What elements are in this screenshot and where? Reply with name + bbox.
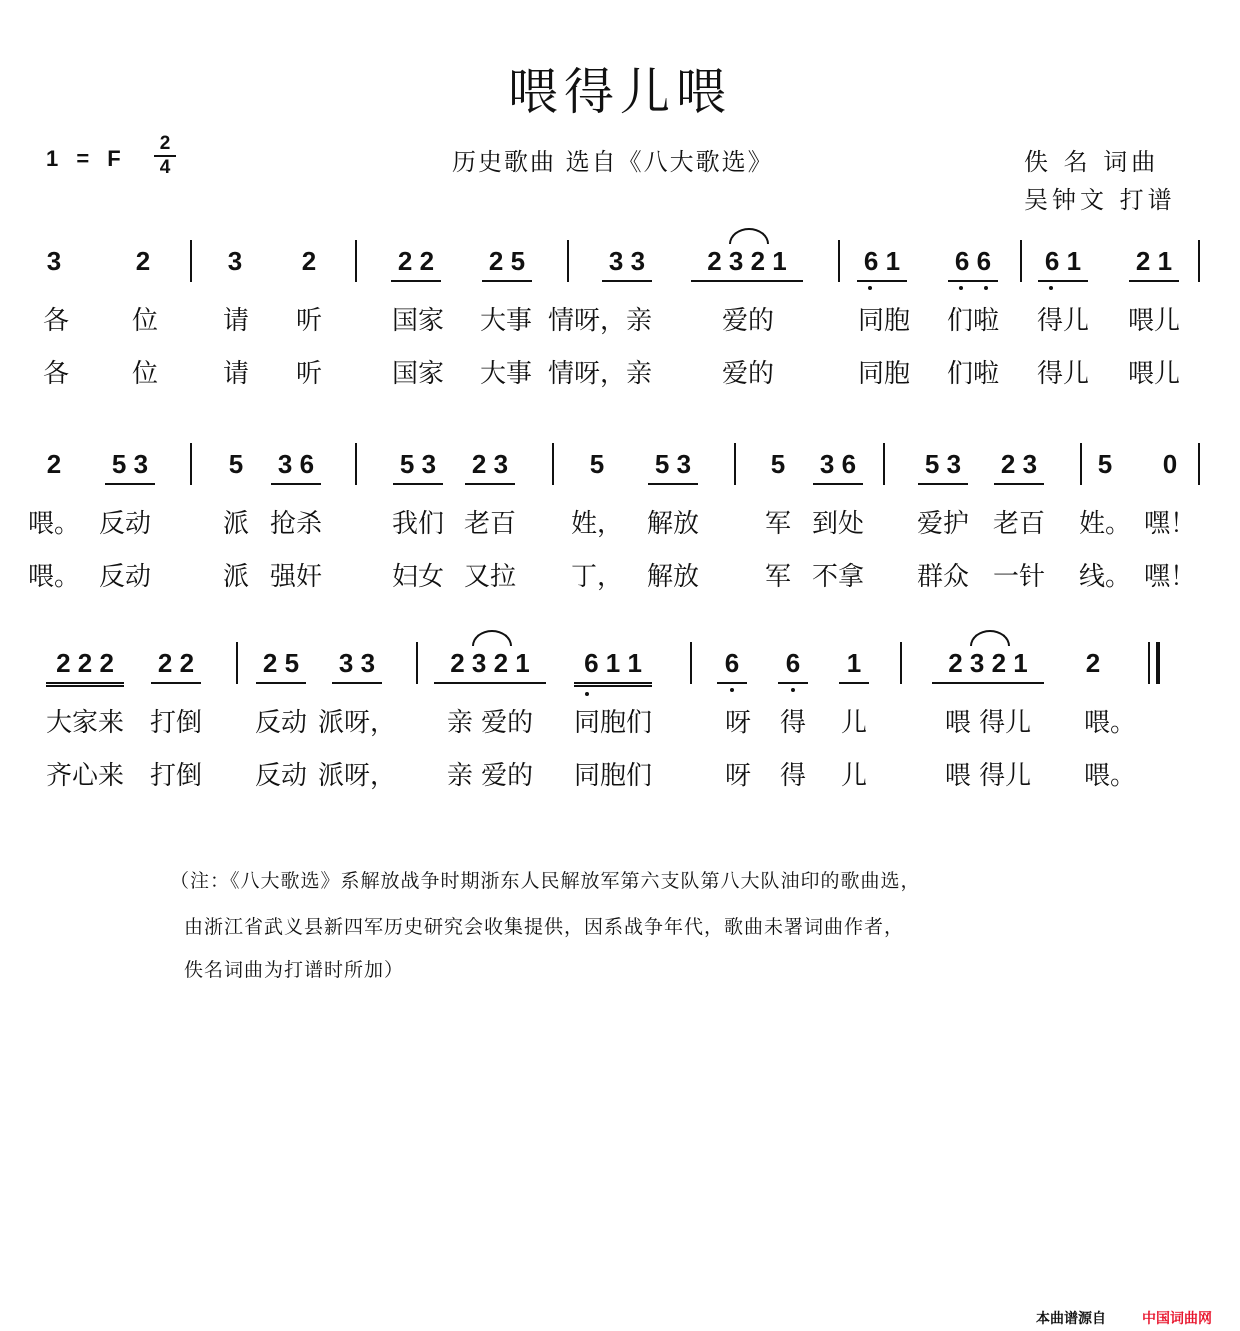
lyric-verse1: 亲 爱的 bbox=[446, 708, 534, 738]
bar-line bbox=[567, 240, 569, 282]
lyric-verse2: 儿 bbox=[840, 761, 868, 791]
note-group: 2 1 bbox=[1129, 246, 1179, 282]
lyric-verse2: 位 bbox=[131, 359, 159, 389]
slur-arc bbox=[729, 228, 769, 244]
lyric-verse1: 同胞 bbox=[857, 306, 911, 336]
lyric-verse2: 齐心来 bbox=[45, 761, 125, 791]
lyric-verse1: 喂儿 bbox=[1127, 306, 1181, 336]
note-group: 2 3 bbox=[994, 449, 1044, 485]
note-group: 2 5 bbox=[482, 246, 532, 282]
lyric-verse1: 喂 得儿 bbox=[944, 708, 1032, 738]
note-group: 5 bbox=[770, 449, 786, 479]
bar-line bbox=[190, 240, 192, 282]
lyric-verse2: 喂。 bbox=[27, 562, 81, 592]
lyric-verse2: 又拉 bbox=[463, 562, 517, 592]
bar-line bbox=[1198, 443, 1200, 485]
bar-line bbox=[355, 240, 357, 282]
note-group: 5 3 bbox=[648, 449, 698, 485]
lyric-verse1: 派呀， bbox=[317, 708, 397, 738]
footnote-line-1: （注：《八大歌选》系解放战争时期浙东人民解放军第六支队第八大队油印的歌曲选， bbox=[170, 870, 921, 892]
credit-transcriber: 吴钟文 打谱 bbox=[1024, 186, 1176, 214]
note-group: 3 6 bbox=[813, 449, 863, 485]
key-signature: 1 = F bbox=[46, 146, 127, 171]
lyric-verse2: 喂 得儿 bbox=[944, 761, 1032, 791]
lyric-verse2: 爱的 bbox=[721, 359, 775, 389]
lyric-verse2: 强奸 bbox=[269, 562, 323, 592]
bar-line bbox=[190, 443, 192, 485]
lyric-verse2: 打倒 bbox=[149, 761, 203, 791]
subtitle: 历史歌曲 选自《八大歌选》 bbox=[452, 148, 774, 176]
final-bar-line bbox=[1156, 642, 1160, 684]
note-group: 5 3 bbox=[918, 449, 968, 485]
bar-line bbox=[552, 443, 554, 485]
note-group: 6 1 bbox=[1038, 246, 1088, 282]
note-group: 5 bbox=[228, 449, 244, 479]
note-group: 2 2 bbox=[391, 246, 441, 282]
bar-line bbox=[1020, 240, 1022, 282]
bar-line bbox=[236, 642, 238, 684]
octave-dot bbox=[868, 286, 872, 290]
note-group: 3 3 bbox=[332, 648, 382, 684]
lyric-verse2: 同胞 bbox=[857, 359, 911, 389]
lyric-verse1: 姓， bbox=[570, 509, 624, 539]
lyric-verse2: 情呀，亲 bbox=[547, 359, 653, 389]
lyric-verse1: 听 bbox=[295, 306, 323, 336]
source-site-link[interactable]: 中国词曲网 bbox=[1142, 1310, 1212, 1326]
slur-arc bbox=[472, 630, 512, 646]
lyric-verse1: 到处 bbox=[811, 509, 865, 539]
lyric-verse1: 呀 bbox=[724, 708, 752, 738]
lyric-verse2: 得儿 bbox=[1036, 359, 1090, 389]
bar-line bbox=[838, 240, 840, 282]
lyric-verse2: 国家 bbox=[391, 359, 445, 389]
note-group: 5 3 bbox=[393, 449, 443, 485]
credit-lyrics-music: 佚 名 词曲 bbox=[1024, 148, 1160, 176]
lyric-verse2: 亲 爱的 bbox=[446, 761, 534, 791]
note-group: 6 1 1 bbox=[574, 648, 652, 687]
note-group: 2 bbox=[135, 246, 151, 276]
lyric-verse2: 喂。 bbox=[1083, 761, 1137, 791]
lyric-verse2: 请 bbox=[222, 359, 250, 389]
lyric-verse1: 反动 bbox=[254, 708, 308, 738]
note-group: 1 bbox=[839, 648, 869, 684]
lyric-verse1: 反动 bbox=[98, 509, 152, 539]
octave-dot bbox=[984, 286, 988, 290]
lyric-verse1: 喂。 bbox=[1083, 708, 1137, 738]
lyric-verse2: 们啦 bbox=[946, 359, 1000, 389]
lyric-verse2: 妇女 bbox=[391, 562, 445, 592]
note-group: 2 3 2 1 bbox=[932, 648, 1044, 684]
lyric-verse2: 反动 bbox=[254, 761, 308, 791]
lyric-verse1: 情呀，亲 bbox=[547, 306, 653, 336]
note-group: 5 3 bbox=[105, 449, 155, 485]
lyric-verse1: 抢杀 bbox=[269, 509, 323, 539]
octave-dot bbox=[585, 692, 589, 696]
page-title: 喂得儿喂 bbox=[508, 63, 732, 121]
time-signature bbox=[154, 134, 176, 178]
lyric-verse1: 国家 bbox=[391, 306, 445, 336]
note-group: 0 bbox=[1162, 449, 1178, 479]
note-group: 2 3 2 1 bbox=[691, 246, 803, 282]
lyric-verse1: 大家来 bbox=[45, 708, 125, 738]
lyric-verse1: 派 bbox=[222, 509, 250, 539]
octave-dot bbox=[1049, 286, 1053, 290]
note-group: 5 bbox=[589, 449, 605, 479]
lyric-verse1: 位 bbox=[131, 306, 159, 336]
note-group: 3 bbox=[227, 246, 243, 276]
lyric-verse1: 打倒 bbox=[149, 708, 203, 738]
lyric-verse1: 得儿 bbox=[1036, 306, 1090, 336]
note-group: 3 6 bbox=[271, 449, 321, 485]
note-group: 6 bbox=[778, 648, 808, 684]
time-signature-bottom: 4 bbox=[159, 157, 171, 178]
octave-dot bbox=[730, 688, 734, 692]
lyric-verse1: 姓。 bbox=[1078, 509, 1132, 539]
note-group: 2 bbox=[1085, 648, 1101, 678]
lyric-verse1: 老百 bbox=[463, 509, 517, 539]
note-group: 5 bbox=[1097, 449, 1113, 479]
note-group: 3 bbox=[46, 246, 62, 276]
lyric-verse2: 不拿 bbox=[811, 562, 865, 592]
octave-dot bbox=[791, 688, 795, 692]
lyric-verse1: 各 bbox=[42, 306, 70, 336]
bar-line bbox=[900, 642, 902, 684]
lyric-verse1: 同胞们 bbox=[573, 708, 653, 738]
source-prefix: 本曲谱源自 bbox=[1036, 1310, 1106, 1326]
lyric-verse2: 听 bbox=[295, 359, 323, 389]
lyric-verse1: 大事 bbox=[479, 306, 533, 336]
lyric-verse2: 呀 bbox=[724, 761, 752, 791]
note-group: 2 bbox=[46, 449, 62, 479]
lyric-verse1: 喂。 bbox=[27, 509, 81, 539]
bar-line bbox=[1198, 240, 1200, 282]
footnote-line-3: 佚名词曲为打谱时所加） bbox=[184, 959, 405, 981]
bar-line bbox=[1148, 642, 1150, 684]
bar-line bbox=[734, 443, 736, 485]
lyric-verse2: 丁， bbox=[570, 562, 624, 592]
note-group: 3 3 bbox=[602, 246, 652, 282]
time-signature-top: 2 bbox=[159, 133, 171, 154]
lyric-verse1: 爱的 bbox=[721, 306, 775, 336]
lyric-verse1: 嘿！ bbox=[1143, 509, 1197, 539]
lyric-verse2: 喂儿 bbox=[1127, 359, 1181, 389]
lyric-verse1: 我们 bbox=[391, 509, 445, 539]
lyric-verse1: 儿 bbox=[840, 708, 868, 738]
note-group: 2 2 bbox=[151, 648, 201, 684]
lyric-verse1: 爱护 bbox=[916, 509, 970, 539]
lyric-verse2: 线。 bbox=[1078, 562, 1132, 592]
note-group: 2 5 bbox=[256, 648, 306, 684]
slur-arc bbox=[970, 630, 1010, 646]
lyric-verse2: 群众 bbox=[916, 562, 970, 592]
lyric-verse2: 嘿！ bbox=[1143, 562, 1197, 592]
note-group: 6 6 bbox=[948, 246, 998, 282]
lyric-verse2: 解放 bbox=[646, 562, 700, 592]
note-group: 2 bbox=[301, 246, 317, 276]
lyric-verse2: 军 bbox=[764, 562, 792, 592]
bar-line bbox=[690, 642, 692, 684]
bar-line bbox=[1080, 443, 1082, 485]
lyric-verse1: 老百 bbox=[992, 509, 1046, 539]
bar-line bbox=[355, 443, 357, 485]
note-group: 2 3 2 1 bbox=[434, 648, 546, 684]
bar-line bbox=[416, 642, 418, 684]
lyric-verse2: 派 bbox=[222, 562, 250, 592]
footnote-line-2: 由浙江省武义县新四军历史研究会收集提供，因系战争年代，歌曲未署词曲作者， bbox=[184, 916, 905, 938]
octave-dot bbox=[959, 286, 963, 290]
note-group: 2 3 bbox=[465, 449, 515, 485]
lyric-verse2: 得 bbox=[779, 761, 807, 791]
lyric-verse1: 解放 bbox=[646, 509, 700, 539]
lyric-verse2: 反动 bbox=[98, 562, 152, 592]
lyric-verse1: 请 bbox=[222, 306, 250, 336]
lyric-verse2: 各 bbox=[42, 359, 70, 389]
lyric-verse1: 得 bbox=[779, 708, 807, 738]
note-group: 2 2 2 bbox=[46, 648, 124, 687]
lyric-verse2: 大事 bbox=[479, 359, 533, 389]
lyric-verse1: 军 bbox=[764, 509, 792, 539]
lyric-verse2: 派呀， bbox=[317, 761, 397, 791]
note-group: 6 1 bbox=[857, 246, 907, 282]
lyric-verse1: 们啦 bbox=[946, 306, 1000, 336]
lyric-verse2: 一针 bbox=[992, 562, 1046, 592]
bar-line bbox=[883, 443, 885, 485]
note-group: 6 bbox=[717, 648, 747, 684]
lyric-verse2: 同胞们 bbox=[573, 761, 653, 791]
